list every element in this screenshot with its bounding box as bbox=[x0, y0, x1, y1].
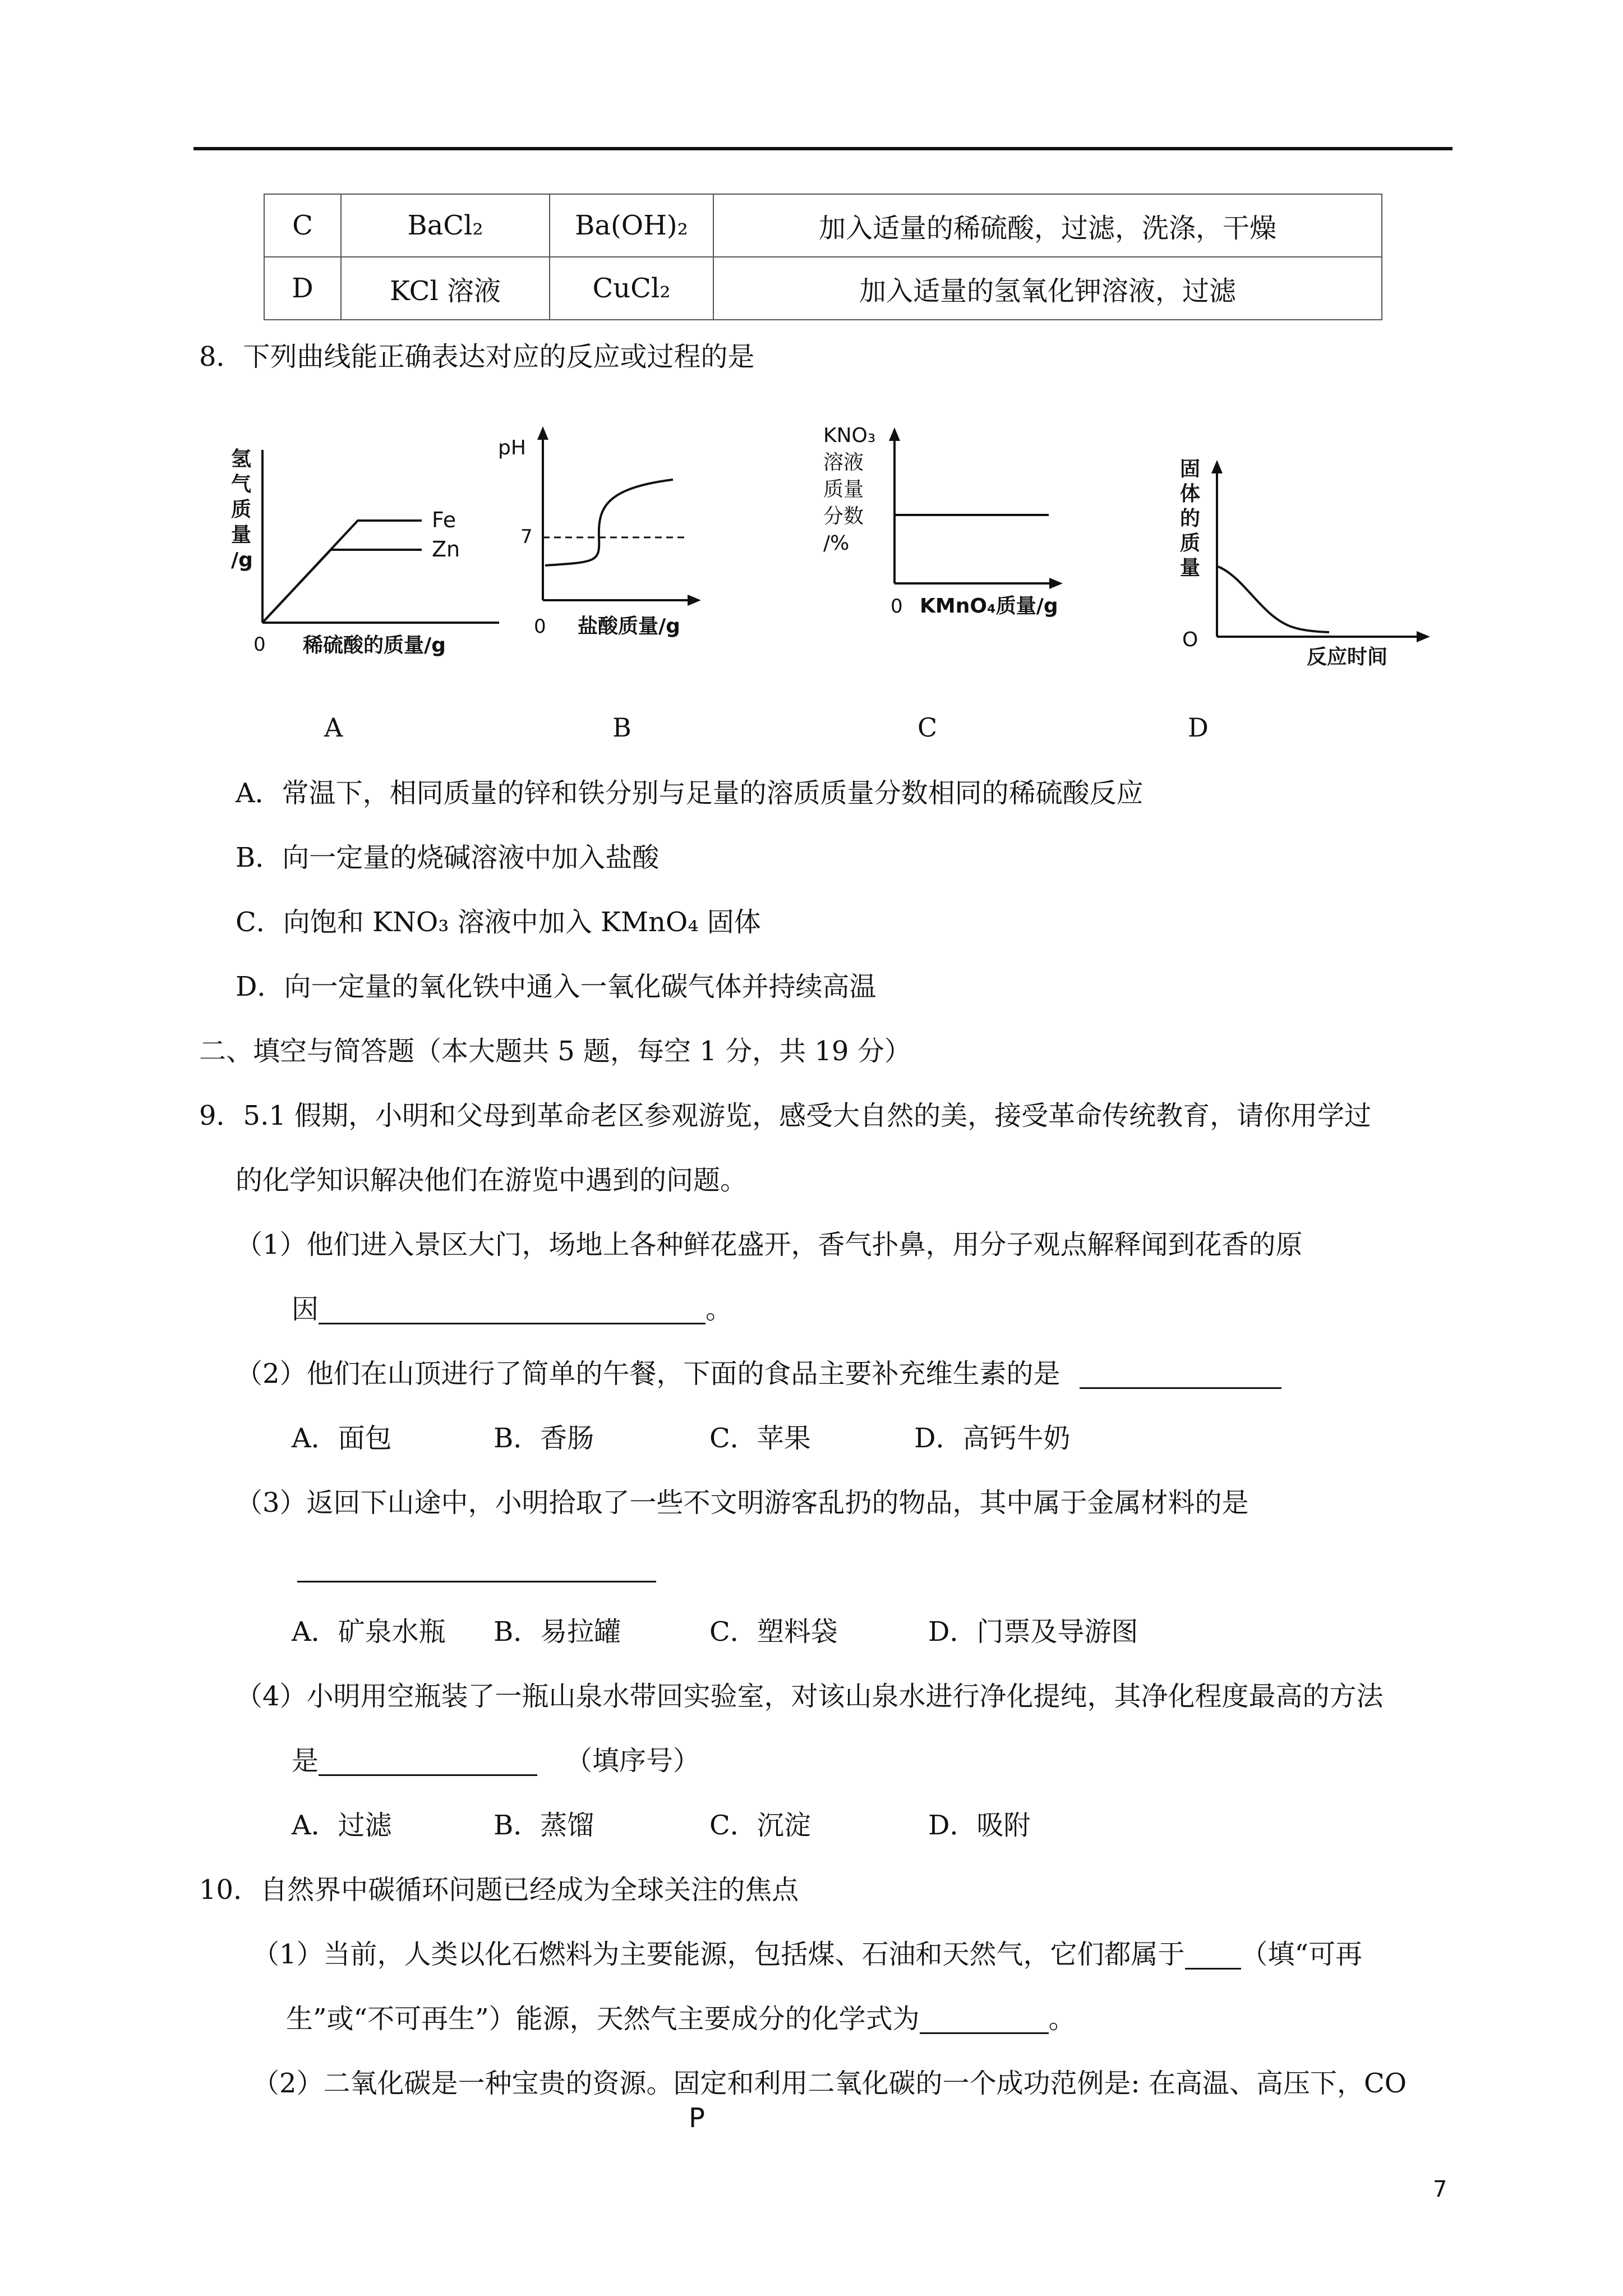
q9-part4-continued bbox=[292, 1747, 700, 1776]
figure-d-ylabel bbox=[1180, 458, 1200, 579]
x-arrow bbox=[1049, 578, 1063, 589]
figure-c-label: C bbox=[917, 712, 938, 743]
header-rule bbox=[193, 147, 1453, 150]
option-item: D．吸附 bbox=[928, 1810, 1031, 1841]
q9-part2-options bbox=[292, 1425, 1071, 1452]
answer-blank[interactable] bbox=[319, 1296, 706, 1324]
x-axis-label: 反应时间 bbox=[1307, 646, 1388, 669]
x-axis-label: 盐酸质量/g bbox=[578, 615, 680, 638]
x-arrow bbox=[688, 595, 701, 606]
origin-label: 0 bbox=[891, 595, 903, 618]
svg-text:气: 气 bbox=[231, 473, 252, 496]
ph-curve bbox=[545, 480, 673, 565]
series-zn-label: Zn bbox=[432, 537, 460, 562]
answer-blank[interactable] bbox=[1185, 1941, 1241, 1970]
q10-part2: （2）二氧化碳是一种宝贵的资源。固定和利用二氧化碳的一个成功范例是: 在高温、高压下，CO bbox=[252, 2068, 1407, 2099]
series-zn-line bbox=[262, 550, 422, 623]
q10-stem: 10．自然界中碳循环问题已经成为全球关注的焦点 bbox=[199, 1874, 799, 1906]
svg-text:体: 体 bbox=[1180, 482, 1201, 505]
origin-label: 0 bbox=[534, 615, 546, 638]
figure-c-ylabel bbox=[823, 424, 875, 555]
x-arrow bbox=[1417, 631, 1430, 642]
section-heading: 二、填空与简答题（本大题共 5 题，每空 1 分，共 19 分） bbox=[199, 1036, 911, 1067]
q9-part3-options bbox=[292, 1616, 1138, 1648]
svg-text:质量: 质量 bbox=[823, 478, 864, 501]
substance-cell: BaCl₂ bbox=[341, 194, 550, 257]
q8-option-b: B．向一定量的烧碱溶液中加入盐酸 bbox=[236, 842, 660, 873]
q9-part2-text: （2）他们在山顶进行了简单的午餐，下面的食品主要补充维生素的是 bbox=[236, 1358, 1061, 1389]
option-item: D．高钙牛奶 bbox=[914, 1423, 1071, 1454]
answer-blank[interactable] bbox=[297, 1554, 656, 1582]
svg-text:固: 固 bbox=[1180, 458, 1201, 481]
q10-part1-end: 。 bbox=[1048, 2003, 1076, 2035]
option-item: A．矿泉水瓶 bbox=[292, 1616, 446, 1648]
option-item: C．苹果 bbox=[709, 1423, 811, 1454]
table-row bbox=[264, 257, 1382, 320]
figure-a-ylabel bbox=[231, 448, 253, 572]
options-table bbox=[264, 194, 1382, 320]
figure-b bbox=[494, 415, 729, 653]
q8-option-d: D．向一定量的氧化铁中通入一氧化碳气体并持续高温 bbox=[236, 971, 877, 1002]
svg-text:的: 的 bbox=[1180, 507, 1201, 530]
q9-part3: （3）返回下山途中，小明拾取了一些不文明游客乱扔的物品，其中属于金属材料的是 bbox=[236, 1487, 1249, 1519]
q10-part1-continued bbox=[286, 2005, 1076, 2034]
table-row bbox=[264, 194, 1382, 257]
p-mark: P bbox=[689, 2102, 705, 2134]
q10-part1-note: （填“可再 bbox=[1241, 1939, 1363, 1970]
svg-text:量: 量 bbox=[1180, 556, 1201, 579]
q9-part2 bbox=[236, 1360, 1281, 1389]
q10-part1 bbox=[252, 1941, 1362, 1970]
option-item: B．香肠 bbox=[494, 1423, 594, 1454]
x-axis-label: 稀硫酸的质量/g bbox=[303, 634, 446, 657]
y-arrow bbox=[1211, 460, 1223, 473]
substance-cell: KCl 溶液 bbox=[341, 257, 550, 320]
q9-part4-note: （填序号） bbox=[565, 1745, 700, 1777]
svg-text:/%: /% bbox=[823, 532, 850, 555]
option-item: D．门票及导游图 bbox=[928, 1616, 1138, 1648]
q10-part1-text: （1）当前，人类以化石燃料为主要能源，包括煤、石油和天然气，它们都属于 bbox=[252, 1939, 1185, 1970]
q9-stem-line1: 9．5.1 假期，小明和父母到革命老区参观游览，感受大自然的美，接受革命传统教育，请你用学过 bbox=[199, 1100, 1372, 1131]
method-cell: 加入适量的稀硫酸，过滤，洗涤，干燥 bbox=[713, 194, 1382, 257]
option-item: C．沉淀 bbox=[709, 1810, 811, 1841]
q8-option-a: A．常温下，相同质量的锌和铁分别与足量的溶质质量分数相同的稀硫酸反应 bbox=[236, 777, 1144, 809]
figure-a-label: A bbox=[324, 712, 343, 743]
impurity-cell: CuCl₂ bbox=[550, 257, 713, 320]
option-item: B．蒸馏 bbox=[494, 1810, 594, 1841]
q9-part3-blank-line bbox=[297, 1554, 656, 1582]
q9-part1-end: 。 bbox=[706, 1294, 733, 1325]
row-letter: D bbox=[264, 257, 341, 320]
answer-blank[interactable] bbox=[920, 2005, 1049, 2034]
page-number: 7 bbox=[1433, 2177, 1447, 2202]
option-item: A．过滤 bbox=[292, 1810, 392, 1841]
figure-d-label: D bbox=[1188, 712, 1209, 743]
figure-a bbox=[219, 438, 510, 664]
figure-b-label: B bbox=[612, 712, 631, 743]
series-fe-label: Fe bbox=[432, 508, 457, 532]
svg-text:质: 质 bbox=[1180, 532, 1201, 555]
impurity-cell: Ba(OH)₂ bbox=[550, 194, 713, 257]
svg-text:溶液: 溶液 bbox=[823, 451, 864, 474]
series-fe-line bbox=[262, 521, 422, 623]
q9-part1-prefix: 因 bbox=[292, 1294, 319, 1325]
svg-text:分数: 分数 bbox=[823, 505, 864, 528]
q9-part1: （1）他们进入景区大门，场地上各种鲜花盛开，香气扑鼻，用分子观点解释闻到花香的原 bbox=[236, 1229, 1303, 1260]
x-axis-label: KMnO₄质量/g bbox=[920, 595, 1058, 618]
svg-text:KNO₃: KNO₃ bbox=[823, 424, 876, 447]
q9-part4-prefix: 是 bbox=[292, 1745, 319, 1777]
mass-curve bbox=[1218, 567, 1329, 632]
ph7-label: 7 bbox=[520, 526, 533, 548]
svg-text:量: 量 bbox=[231, 523, 252, 546]
q9-part4-options bbox=[292, 1812, 1031, 1839]
svg-text:质: 质 bbox=[231, 498, 252, 521]
q8-option-c: C．向饱和 KNO₃ 溶液中加入 KMnO₄ 固体 bbox=[236, 907, 761, 938]
origin-label: O bbox=[1182, 628, 1198, 651]
q8-stem: 8．下列曲线能正确表达对应的反应或过程的是 bbox=[199, 341, 755, 372]
svg-text:氢: 氢 bbox=[231, 448, 252, 471]
y-arrow bbox=[537, 426, 548, 440]
y-arrow bbox=[889, 427, 900, 441]
option-item: A．面包 bbox=[292, 1423, 392, 1454]
row-letter: C bbox=[264, 194, 341, 257]
y-axis-label: pH bbox=[498, 436, 526, 459]
svg-text:/g: /g bbox=[231, 549, 253, 572]
method-cell: 加入适量的氢氧化钾溶液，过滤 bbox=[713, 257, 1382, 320]
q10-part1-text2: 生”或“不可再生”）能源，天然气主要成分的化学式为 bbox=[286, 2003, 920, 2035]
origin-label: 0 bbox=[253, 633, 266, 656]
q9-part1-continued bbox=[292, 1296, 732, 1324]
option-item: C．塑料袋 bbox=[709, 1616, 838, 1648]
figure-d bbox=[1172, 449, 1453, 675]
q9-stem-line2: 的化学知识解决他们在游览中遇到的问题。 bbox=[236, 1165, 748, 1196]
answer-blank[interactable] bbox=[1080, 1360, 1281, 1389]
q9-part4: （4）小明用空瓶装了一瓶山泉水带回实验室，对该山泉水进行净化提纯，其净化程度最高的方法 bbox=[236, 1681, 1384, 1712]
answer-blank[interactable] bbox=[319, 1747, 537, 1776]
figure-c bbox=[819, 415, 1082, 636]
option-item: B．易拉罐 bbox=[494, 1616, 621, 1648]
